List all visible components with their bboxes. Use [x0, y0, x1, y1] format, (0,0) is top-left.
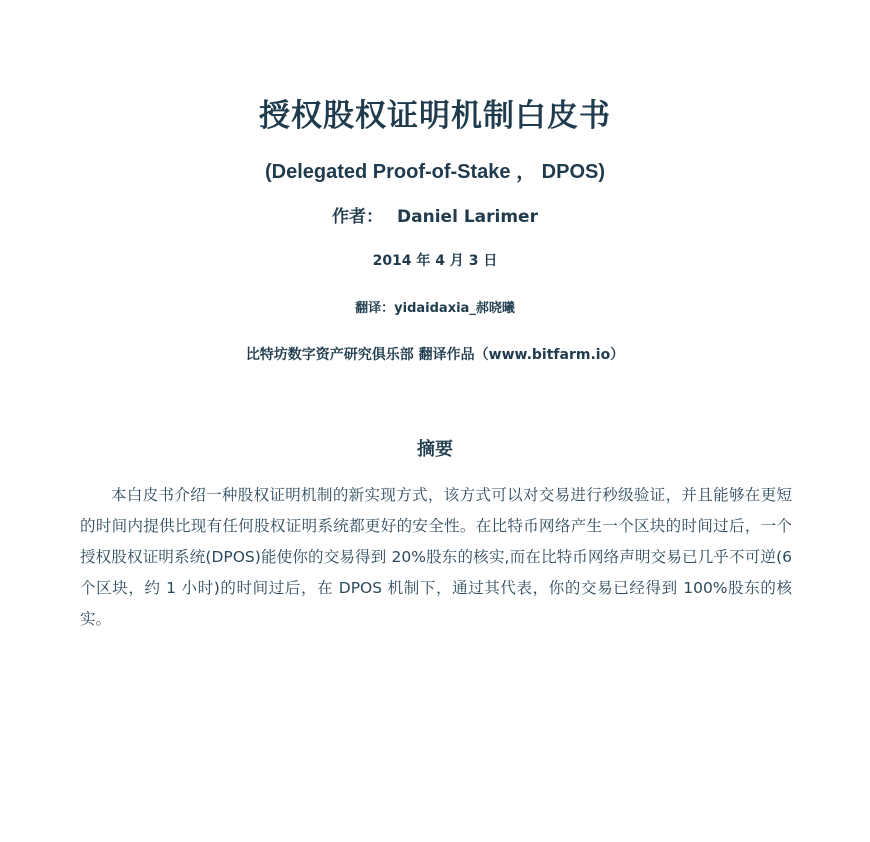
- translator-line: 翻译：yidaidaxia_郝晓曦: [355, 301, 515, 316]
- abstract-heading: 摘要: [417, 439, 453, 460]
- author-label: 作者：: [332, 207, 384, 227]
- club-credit-line: 比特坊数字资产研究俱乐部 翻译作品（www.bitfarm.io）: [245, 347, 625, 363]
- document-title: 授权股权证明机制白皮书: [259, 98, 611, 134]
- author-line: [0, 202, 870, 227]
- publication-date: 2014 年 4 月 3 日: [372, 253, 498, 269]
- abstract-body: 本白皮书介绍一种股权证明机制的新实现方式，该方式可以对交易进行秒级验证，并且能够在更短的时间内提供比现有任何股权证明系统都更好的安全性。在比特币网络产生一个区块的时间过后，一个授权股权证明系统(DPOS)能使你的交易得到 20%股东的核实,而在比特币网络声明交易已几乎不可逆(6 个区块，约 1 小时)的时间过后，在 DPOS 机制下，通过其代表，你的交易已经得到 100%股东的核实。: [80, 486, 792, 628]
- document-subtitle: (Delegated Proof-of-Stake ， DPOS): [264, 161, 606, 183]
- author-name: Daniel Larimer: [397, 207, 538, 227]
